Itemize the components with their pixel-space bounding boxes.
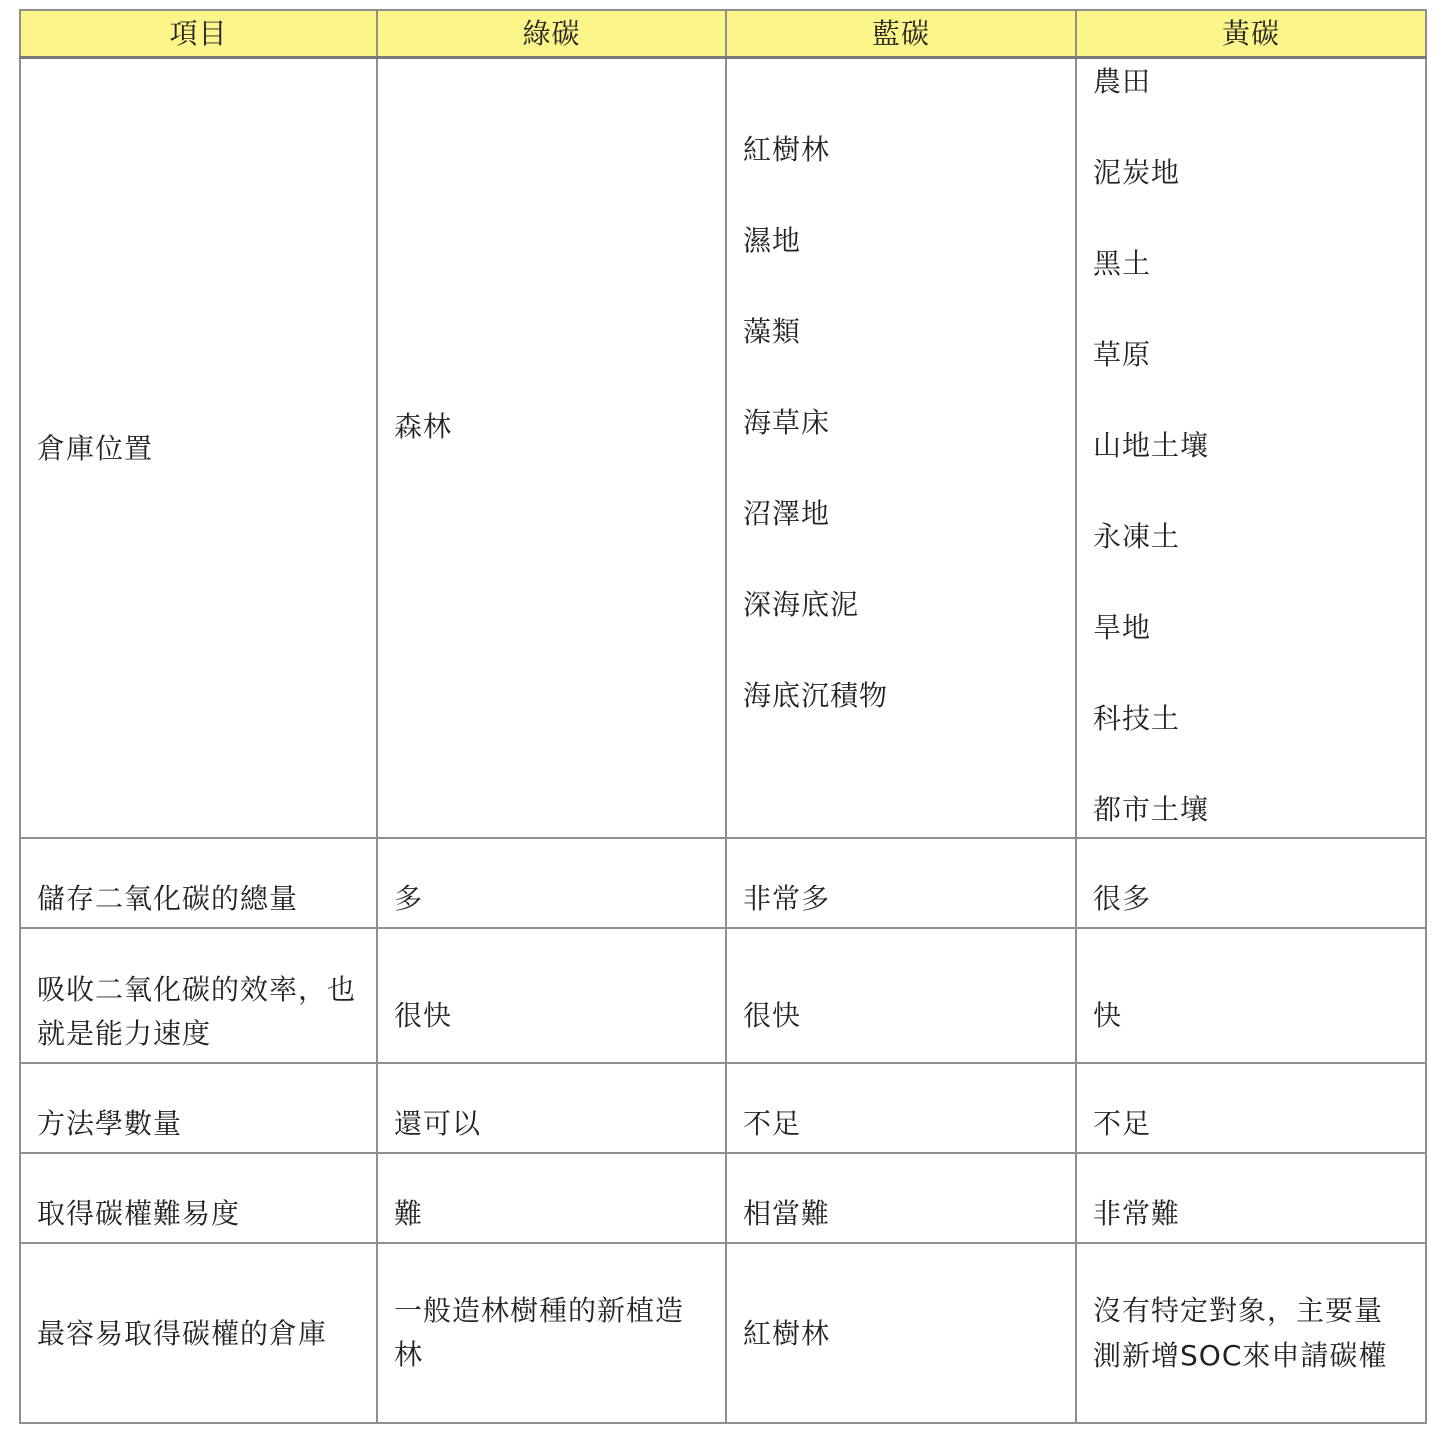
green-value: 多	[394, 882, 424, 915]
blue-value: 相當難	[743, 1197, 831, 1230]
cell-yellow	[1076, 1153, 1426, 1243]
cell-blue	[726, 838, 1076, 928]
cell-yellow	[1076, 1063, 1426, 1153]
row-label: 方法學數量	[37, 1107, 183, 1140]
cell-label	[20, 838, 377, 928]
cell-green	[377, 838, 726, 928]
table-row-absorption-efficiency	[20, 928, 1426, 1063]
header-yellow-carbon: 黃碳	[1076, 10, 1426, 58]
list-item: 永凍土	[1093, 520, 1181, 553]
cell-blue	[726, 58, 1076, 839]
cell-blue	[726, 1243, 1076, 1423]
list-item: 濕地	[743, 224, 802, 257]
cell-blue	[726, 1153, 1076, 1243]
list-item: 農田	[1093, 65, 1152, 98]
list-item: 科技土	[1093, 702, 1181, 735]
list-item: 泥炭地	[1093, 156, 1181, 189]
list-item: 旱地	[1093, 611, 1152, 644]
cell-label	[20, 1063, 377, 1153]
list-item: 海底沉積物	[743, 679, 889, 712]
header-item: 項目	[20, 10, 377, 58]
cell-blue	[726, 928, 1076, 1063]
cell-label	[20, 58, 377, 839]
yellow-value: 非常難	[1093, 1197, 1181, 1230]
list-item: 海草床	[743, 406, 831, 439]
cell-yellow	[1076, 58, 1426, 839]
table-row-methodology-count	[20, 1063, 1426, 1153]
green-value: 很快	[394, 999, 453, 1032]
cell-green	[377, 928, 726, 1063]
list-item: 黑土	[1093, 247, 1152, 280]
table-header	[20, 10, 1426, 58]
row-label: 吸收二氧化碳的效率，也就是能力速度	[37, 973, 357, 1050]
yellow-value: 快	[1093, 999, 1123, 1032]
blue-value: 非常多	[743, 882, 831, 915]
table-row-storage-location	[20, 58, 1426, 839]
header-blue-carbon: 藍碳	[726, 10, 1076, 58]
table-body	[20, 58, 1426, 1424]
cell-blue	[726, 1063, 1076, 1153]
row-label: 取得碳權難易度	[37, 1197, 241, 1230]
cell-label	[20, 1243, 377, 1423]
yellow-location-list	[1093, 59, 1411, 837]
cell-label	[20, 1153, 377, 1243]
cell-yellow	[1076, 928, 1426, 1063]
cell-green	[377, 1063, 726, 1153]
list-item: 山地土壤	[1093, 429, 1210, 462]
yellow-value: 沒有特定對象，主要量測新增SOC來申請碳權	[1093, 1294, 1388, 1372]
header-green-carbon: 綠碳	[377, 10, 726, 58]
green-location: 森林	[394, 409, 453, 443]
cell-yellow	[1076, 1243, 1426, 1423]
row-label: 倉庫位置	[37, 431, 154, 465]
table-row-total-storage	[20, 838, 1426, 928]
green-value: 難	[394, 1197, 424, 1230]
cell-label	[20, 928, 377, 1063]
cell-yellow	[1076, 838, 1426, 928]
cell-green	[377, 58, 726, 839]
table-row-easiest-reservoir	[20, 1243, 1426, 1423]
blue-value: 紅樹林	[743, 1316, 831, 1350]
yellow-value: 不足	[1093, 1107, 1152, 1140]
list-item: 藻類	[743, 315, 802, 348]
green-value: 一般造林樹種的新植造林	[394, 1294, 685, 1371]
cell-green	[377, 1153, 726, 1243]
row-label: 最容易取得碳權的倉庫	[37, 1316, 328, 1350]
header-row	[20, 10, 1426, 58]
table-row-credit-difficulty	[20, 1153, 1426, 1243]
cell-green	[377, 1243, 726, 1423]
carbon-comparison-table	[19, 9, 1427, 1424]
list-item: 沼澤地	[743, 497, 831, 530]
list-item: 深海底泥	[743, 588, 860, 621]
blue-value: 不足	[743, 1107, 802, 1140]
list-item: 草原	[1093, 338, 1152, 371]
blue-value: 很快	[743, 999, 802, 1032]
list-item: 都市土壤	[1093, 793, 1210, 826]
list-item: 紅樹林	[743, 133, 831, 166]
blue-location-list	[743, 59, 1061, 764]
yellow-value: 很多	[1093, 882, 1152, 915]
row-label: 儲存二氧化碳的總量	[37, 882, 299, 915]
green-value: 還可以	[394, 1107, 482, 1140]
